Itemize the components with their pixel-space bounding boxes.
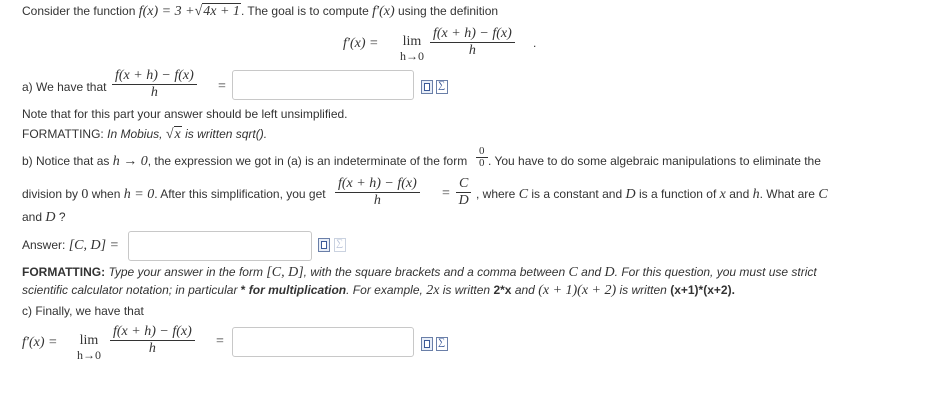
part-c-equals: = xyxy=(216,334,224,349)
zero-value: 0 xyxy=(81,187,89,202)
c-over-d xyxy=(456,176,471,209)
part-b-numerator: f(x + h) − f(x) xyxy=(335,176,420,193)
equation-editor-icon[interactable]: ∑ xyxy=(334,238,346,252)
answer-label-group xyxy=(22,238,119,254)
zero-denominator: 0 xyxy=(479,157,485,169)
h-to-zero: h → 0 xyxy=(112,154,148,169)
formatting-text-2: is written sqrt(). xyxy=(185,127,268,141)
formatting-star: * xyxy=(240,283,246,297)
part-b-formatting-line1 xyxy=(22,265,817,281)
d-denominator: D xyxy=(458,193,469,208)
formatting-end: . xyxy=(731,283,735,297)
formatting-text-2: , with the square brackets and a comma between xyxy=(303,265,566,279)
definition-denominator: h xyxy=(468,43,476,58)
formatting-and-2: and xyxy=(514,283,535,297)
lim-text: lim xyxy=(79,333,99,348)
part-b-text-3: . You have to do some algebraic manipulations to eliminate the xyxy=(488,154,821,168)
intro-text-2: . The goal is to compute xyxy=(240,4,369,18)
part-b-fraction xyxy=(335,176,420,209)
c-symbol-2: C xyxy=(818,187,828,202)
part-a-label: a) We have that xyxy=(22,80,107,94)
formatting-math: [C, D] xyxy=(266,265,304,280)
formatting-sqrt-arg: x xyxy=(174,127,181,142)
c-numerator: C xyxy=(456,176,471,193)
d-symbol: D xyxy=(625,187,636,202)
answer-label: Answer: xyxy=(22,238,66,252)
answer-math: [C, D] = xyxy=(68,238,119,253)
part-c-answer-input[interactable] xyxy=(232,327,414,357)
formatting-2x: 2x xyxy=(426,283,440,298)
part-b-text-2: , the expression we got in (a) is an indeterminate of the form xyxy=(147,154,468,168)
part-b-equals: = xyxy=(442,186,450,201)
part-c-lhs: f′(x) = xyxy=(22,335,58,350)
h-equals-zero: h = 0 xyxy=(123,187,155,202)
intro-text: Consider the function xyxy=(22,4,136,18)
part-c-limit xyxy=(75,334,103,362)
part-b-line2-rest xyxy=(476,187,828,203)
part-b-denominator: h xyxy=(373,193,381,208)
part-b-line2 xyxy=(22,187,326,203)
lim-text: lim xyxy=(402,34,422,49)
c-symbol: C xyxy=(568,265,578,280)
d-symbol-2: D xyxy=(45,210,56,225)
part-b-formatting-line2 xyxy=(22,283,735,299)
equation-editor-icon[interactable]: ∑ xyxy=(436,337,448,351)
d-symbol: D xyxy=(604,265,615,280)
line2-text-f: is a function of xyxy=(638,187,717,201)
part-b-line3 xyxy=(22,210,66,226)
definition-lhs: f′(x) = xyxy=(343,36,379,51)
formatting-2x-code: 2*x xyxy=(493,283,512,297)
formatting-label: FORMATTING: xyxy=(22,127,104,141)
definition-period: . xyxy=(533,36,537,50)
preview-icon[interactable] xyxy=(421,80,433,94)
line2-text-c: . After this simplification, you get xyxy=(154,187,326,201)
line2-text-e: is a constant and xyxy=(531,187,623,201)
function-expression: f(x) = 3 + xyxy=(138,4,195,19)
lim-subscript: h→0 xyxy=(400,49,424,63)
sqrt-sign: √ xyxy=(165,127,174,142)
definition-fraction xyxy=(430,26,515,59)
part-c-label: c) Finally, we have that xyxy=(22,304,144,318)
part-a-equals: = xyxy=(218,79,226,94)
equation-editor-icon[interactable]: ∑ xyxy=(436,80,448,94)
sqrt-sign: √ xyxy=(194,4,203,19)
part-c-numerator: f(x + h) − f(x) xyxy=(110,324,195,341)
part-b-answer-input[interactable] xyxy=(128,231,312,261)
part-b-text: b) Notice that as xyxy=(22,154,110,168)
formatting-text: In Mobius, xyxy=(107,127,163,141)
part-c-denominator: h xyxy=(148,341,156,356)
definition-limit xyxy=(398,35,426,63)
line3-text-b: ? xyxy=(58,210,66,224)
part-a-fraction xyxy=(112,68,197,101)
line2-text-g: and xyxy=(729,187,750,201)
formatting-expr-code: (x+1)*(x+2) xyxy=(670,283,732,297)
definition-numerator: f(x + h) − f(x) xyxy=(430,26,515,43)
line2-text-h: . What are xyxy=(759,187,815,201)
formatting-is-written: is written xyxy=(442,283,491,297)
part-a-denominator: h xyxy=(150,85,158,100)
formatting-expr: (x + 1)(x + 2) xyxy=(538,283,617,298)
preview-icon[interactable] xyxy=(318,238,330,252)
part-a-answer-input[interactable] xyxy=(232,70,414,100)
fprime-symbol: f′(x) xyxy=(372,4,395,19)
lim-subscript: h→0 xyxy=(77,348,101,362)
x-symbol: x xyxy=(719,187,726,202)
part-c-fraction xyxy=(110,324,195,357)
formatting-label: FORMATTING: xyxy=(22,265,106,279)
intro-text-3: using the definition xyxy=(397,4,499,18)
formatting-line2-text-b: . For example, xyxy=(346,283,423,297)
formatting-bold-mult: for multiplication xyxy=(248,283,347,297)
function-radicand: 4x + 1 xyxy=(203,4,240,19)
formatting-line2-text: scientific calculator notation; in particular xyxy=(22,283,238,297)
part-b-line1 xyxy=(22,154,467,170)
h-symbol: h xyxy=(752,187,760,202)
line2-text-a: division by xyxy=(22,187,79,201)
preview-icon[interactable] xyxy=(421,337,433,351)
part-a-numerator: f(x + h) − f(x) xyxy=(112,68,197,85)
zero-over-zero xyxy=(476,146,488,169)
intro-line xyxy=(22,4,498,20)
c-symbol: C xyxy=(518,187,529,202)
formatting-text-3: . For this question, you must use strict xyxy=(614,265,817,279)
line2-text-d: , where xyxy=(476,187,516,201)
part-a-note: Note that for this part your answer should be left unsimplified. xyxy=(22,107,348,121)
formatting-and: and xyxy=(581,265,602,279)
formatting-is-written-2: is written xyxy=(619,283,667,297)
zero-numerator: 0 xyxy=(476,146,488,158)
line2-text-b: when xyxy=(91,187,121,201)
part-a-formatting xyxy=(22,127,267,143)
formatting-text: Type your answer in the form xyxy=(108,265,263,279)
line3-text-a: and xyxy=(22,210,43,224)
